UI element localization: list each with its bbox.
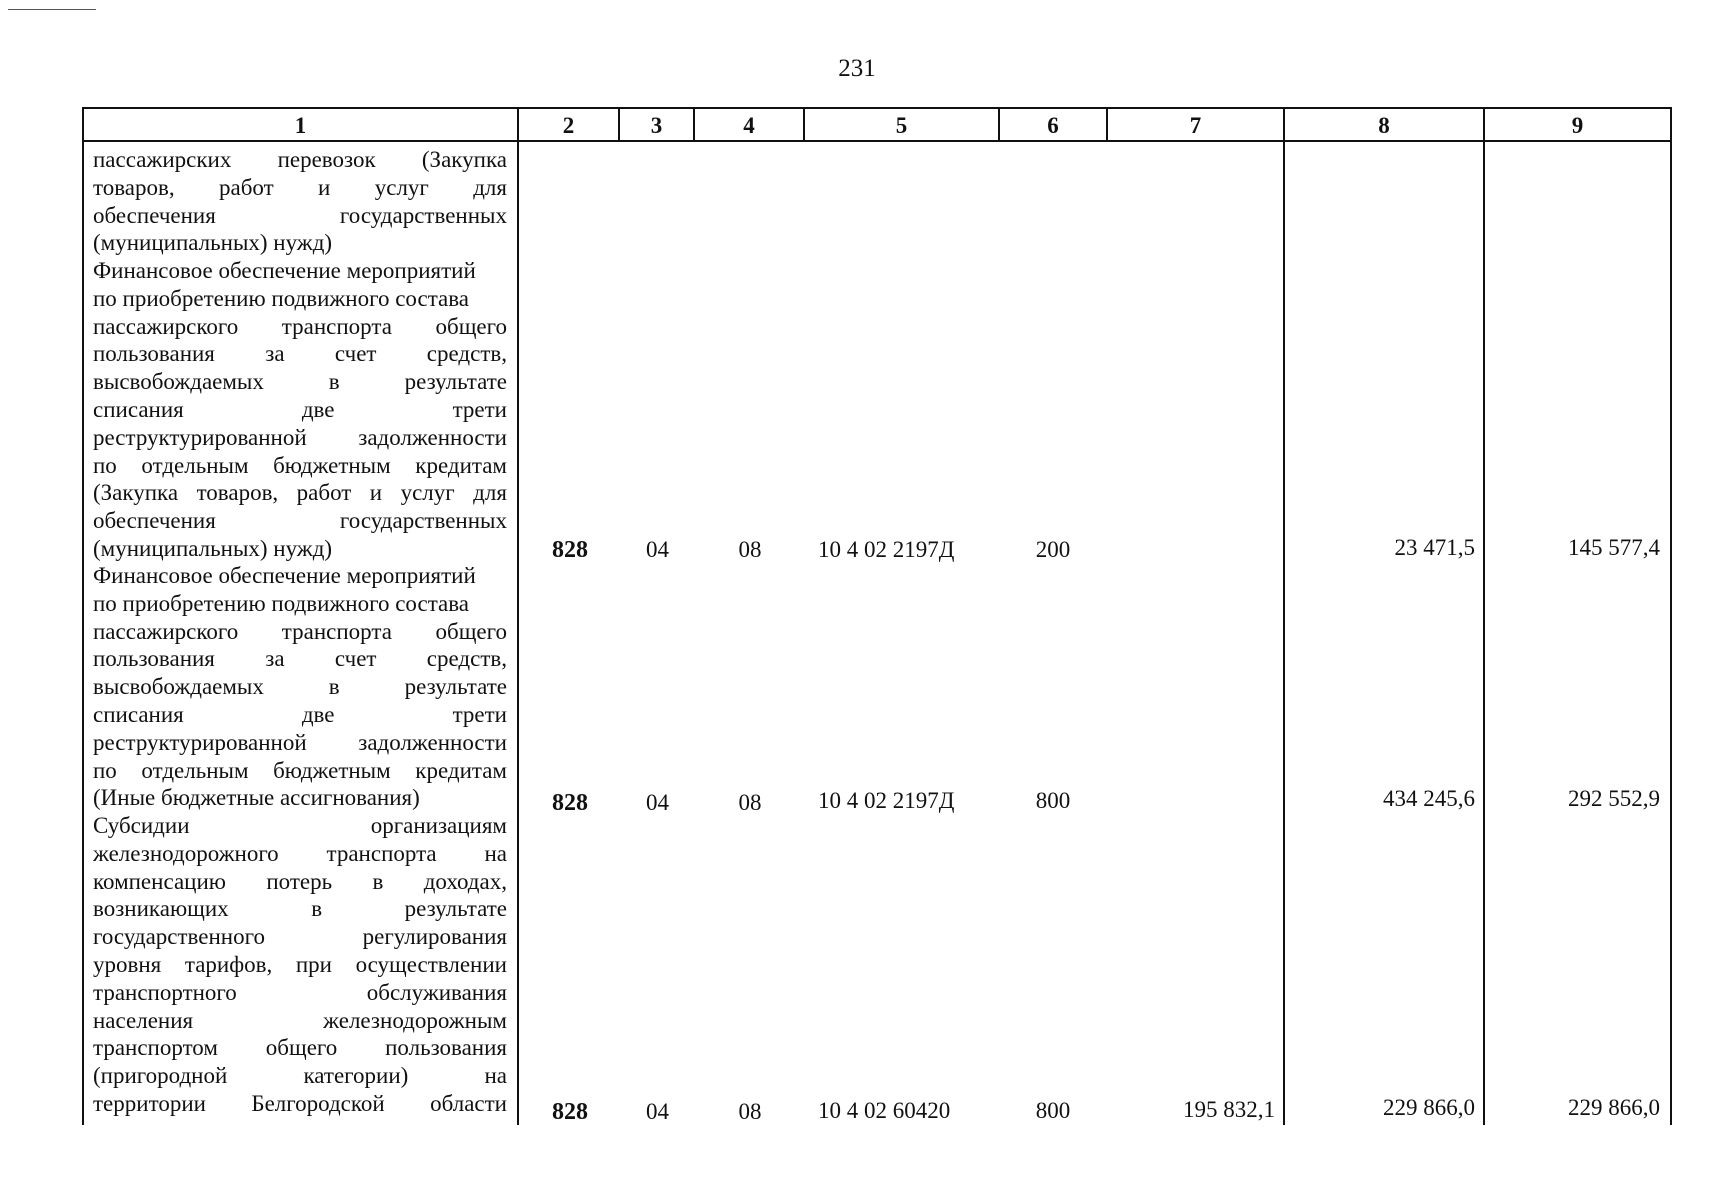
cell-col-3: 04	[646, 537, 669, 562]
description-word: (муниципальных) нужд)	[93, 230, 333, 256]
description-word: перевозок	[277, 147, 376, 172]
description-line	[93, 701, 507, 729]
column-7-right-border	[1283, 107, 1285, 1125]
description-line	[93, 452, 507, 480]
description-line	[93, 1034, 507, 1062]
description-word: железнодорожным	[323, 1007, 507, 1033]
description-word: обслуживания	[366, 979, 507, 1005]
description-word: общего	[435, 618, 507, 644]
description-word: осуществлении	[355, 951, 507, 977]
description-word: бюджетным	[273, 757, 391, 783]
description-word: транспорта	[326, 840, 437, 866]
description-line	[93, 729, 507, 757]
description-line	[93, 535, 507, 563]
description-word: Финансовое обеспечение мероприятий	[93, 563, 476, 588]
cell-col-3: 04	[646, 790, 669, 815]
cell-col-8: 229 866,0	[1383, 1095, 1475, 1120]
description-word: пассажирского	[93, 618, 239, 644]
header-col-7: 7	[1189, 113, 1202, 138]
description-word: регулирования	[362, 924, 507, 950]
description-word: две	[301, 701, 335, 727]
description-word: для	[473, 174, 507, 200]
description-word: возникающих	[93, 896, 229, 922]
header-col-8: 8	[1378, 113, 1390, 138]
description-word: реструктурированной	[93, 424, 307, 450]
description-word: на	[484, 1063, 507, 1089]
description-word: счет	[334, 341, 377, 367]
description-line	[93, 895, 507, 923]
description-word: в	[372, 868, 384, 894]
description-word: отдельным	[141, 452, 249, 478]
description-word: и	[369, 480, 383, 506]
description-word: компенсацию	[93, 868, 226, 894]
description-word: (Закупка	[421, 147, 507, 172]
description-word: по приобретению подвижного состава	[93, 590, 470, 616]
description-word: результате	[404, 896, 507, 922]
description-word: при	[295, 951, 332, 977]
description-word: обеспечения	[93, 508, 216, 534]
description-word: транспортом	[93, 1035, 218, 1061]
description-word: высвобождаемых	[93, 369, 264, 395]
description-line	[93, 840, 507, 868]
header-col-4: 4	[743, 113, 755, 138]
description-word: организациям	[370, 813, 507, 838]
description-word: высвобождаемых	[93, 674, 264, 700]
description-word: уровня	[93, 951, 162, 977]
description-line	[93, 784, 507, 812]
description-word: пассажирского	[93, 313, 239, 339]
header-col-5: 5	[895, 113, 908, 138]
cell-col-5: 10 4 02 2197Д	[818, 537, 955, 562]
description-word: для	[473, 480, 507, 506]
description-word: на	[484, 840, 507, 866]
description-word: счет	[334, 646, 377, 672]
description-line	[93, 979, 507, 1007]
description-word: общего	[435, 313, 507, 339]
description-word: кредитам	[415, 757, 507, 783]
cell-col-8: 434 245,6	[1383, 786, 1475, 811]
table-top-border	[82, 107, 1672, 109]
description-line	[93, 313, 507, 341]
table-row-continuation-description	[93, 146, 507, 257]
description-word: территории	[93, 1090, 206, 1116]
description-word: работ	[296, 480, 352, 506]
description-word: реструктурированной	[93, 729, 307, 755]
description-word: результате	[404, 369, 507, 395]
description-word: товаров,	[196, 480, 279, 506]
description-word: государственных	[339, 202, 507, 228]
description-word: списания	[93, 701, 184, 727]
description-word: бюджетным	[273, 452, 391, 478]
description-word: по	[93, 452, 117, 478]
header-col-3: 3	[650, 113, 663, 138]
description-line	[93, 396, 507, 424]
cell-col-5: 10 4 02 2197Д	[818, 788, 955, 813]
description-word: (Иные бюджетные ассигнования)	[93, 785, 420, 811]
header-col-9: 9	[1571, 113, 1584, 138]
description-word: области	[430, 1090, 507, 1116]
description-word: обеспечения	[93, 202, 216, 228]
description-word: тарифов,	[184, 951, 273, 977]
header-col-2: 2	[562, 113, 575, 138]
description-line	[93, 645, 507, 673]
description-word: транспорта	[281, 618, 392, 644]
description-line	[93, 673, 507, 701]
description-word: (муниципальных) нужд)	[93, 535, 333, 561]
description-word: задолженности	[358, 424, 507, 450]
description-word: по приобретению подвижного состава	[93, 285, 470, 311]
cell-col-9: 229 866,0	[1568, 1095, 1660, 1120]
description-word: Белгородской	[251, 1090, 385, 1116]
description-line	[93, 618, 507, 646]
description-line	[93, 868, 507, 896]
cell-col-6: 800	[1035, 1098, 1071, 1123]
description-word: потерь	[266, 868, 333, 894]
description-word: пользования	[93, 646, 215, 672]
description-line	[93, 202, 507, 230]
description-word: в	[328, 674, 340, 700]
description-word: задолженности	[358, 729, 507, 755]
table-row-description	[93, 812, 507, 1118]
description-word: кредитам	[415, 452, 507, 478]
cell-col-9: 145 577,4	[1568, 535, 1660, 560]
description-line	[93, 340, 507, 368]
description-word: результате	[404, 674, 507, 700]
description-word: трети	[452, 396, 507, 422]
description-word: за	[265, 341, 285, 367]
description-word: услуг	[400, 480, 455, 506]
column-1-right-border	[517, 107, 519, 1125]
cell-col-6: 800	[1035, 788, 1071, 813]
description-word: списания	[93, 396, 184, 422]
description-word: доходах,	[423, 868, 507, 894]
description-line	[93, 1090, 507, 1118]
description-word: отдельным	[141, 757, 249, 783]
description-line	[93, 923, 507, 951]
table-row-description	[93, 562, 507, 812]
description-line	[93, 590, 507, 618]
description-word: общего	[265, 1035, 338, 1061]
description-word: транспортного	[93, 979, 237, 1005]
description-word: пользования	[93, 341, 215, 367]
description-word: (Закупка	[93, 480, 179, 506]
description-line	[93, 951, 507, 979]
cell-col-2: 828	[552, 537, 588, 563]
description-line	[93, 146, 507, 174]
description-line	[93, 507, 507, 535]
top-rule	[8, 9, 96, 10]
description-word: за	[265, 646, 285, 672]
cell-col-4: 08	[738, 1099, 762, 1124]
description-word: железнодорожного	[93, 840, 279, 866]
description-line	[93, 1007, 507, 1035]
description-word: в	[311, 896, 323, 922]
description-word: трети	[452, 701, 507, 727]
description-word: транспорта	[281, 313, 392, 339]
cell-col-2: 828	[552, 790, 588, 816]
description-line	[93, 229, 507, 257]
description-line	[93, 757, 507, 785]
description-word: услуг	[374, 174, 429, 200]
header-col-6: 6	[1047, 113, 1059, 138]
description-word: (пригородной	[93, 1063, 228, 1089]
cell-col-8: 23 471,5	[1394, 535, 1475, 560]
cell-col-2: 828	[552, 1099, 588, 1125]
description-line	[93, 812, 507, 840]
description-word: две	[301, 396, 335, 422]
description-word: работ	[219, 174, 274, 200]
description-line	[93, 479, 507, 507]
cell-col-6: 200	[1035, 537, 1071, 562]
description-word: и	[318, 174, 331, 200]
description-line	[93, 174, 507, 202]
page-number: 231	[838, 55, 876, 82]
description-word: средств,	[426, 646, 507, 672]
description-line	[93, 562, 507, 590]
cell-col-7: 195 832,1	[1183, 1097, 1275, 1122]
description-word: пользования	[385, 1035, 507, 1061]
description-line	[93, 257, 507, 285]
description-line	[93, 1062, 507, 1090]
table-right-border	[1670, 107, 1672, 1125]
description-line	[93, 285, 507, 313]
table-left-border	[82, 107, 84, 1125]
description-word: Субсидии	[93, 813, 190, 838]
description-word: товаров,	[93, 174, 175, 200]
description-word: средств,	[426, 341, 507, 367]
cell-col-9: 292 552,9	[1568, 786, 1660, 811]
description-word: государственных	[339, 508, 507, 534]
description-word: в	[328, 369, 340, 395]
cell-col-5: 10 4 02 60420	[818, 1098, 951, 1123]
cell-col-3: 04	[646, 1099, 669, 1124]
description-word: пассажирских	[93, 147, 232, 172]
description-line	[93, 424, 507, 452]
description-line	[93, 368, 507, 396]
description-word: по	[93, 757, 117, 783]
column-8-right-border	[1483, 107, 1485, 1125]
cell-col-4: 08	[738, 790, 762, 815]
table-row-description	[93, 257, 507, 563]
cell-col-4: 08	[738, 537, 762, 562]
description-word: населения	[93, 1007, 194, 1033]
description-word: категории)	[303, 1063, 409, 1089]
description-word: Финансовое обеспечение мероприятий	[93, 258, 476, 283]
description-word: государственного	[93, 924, 265, 950]
header-col-1: 1	[294, 113, 307, 138]
